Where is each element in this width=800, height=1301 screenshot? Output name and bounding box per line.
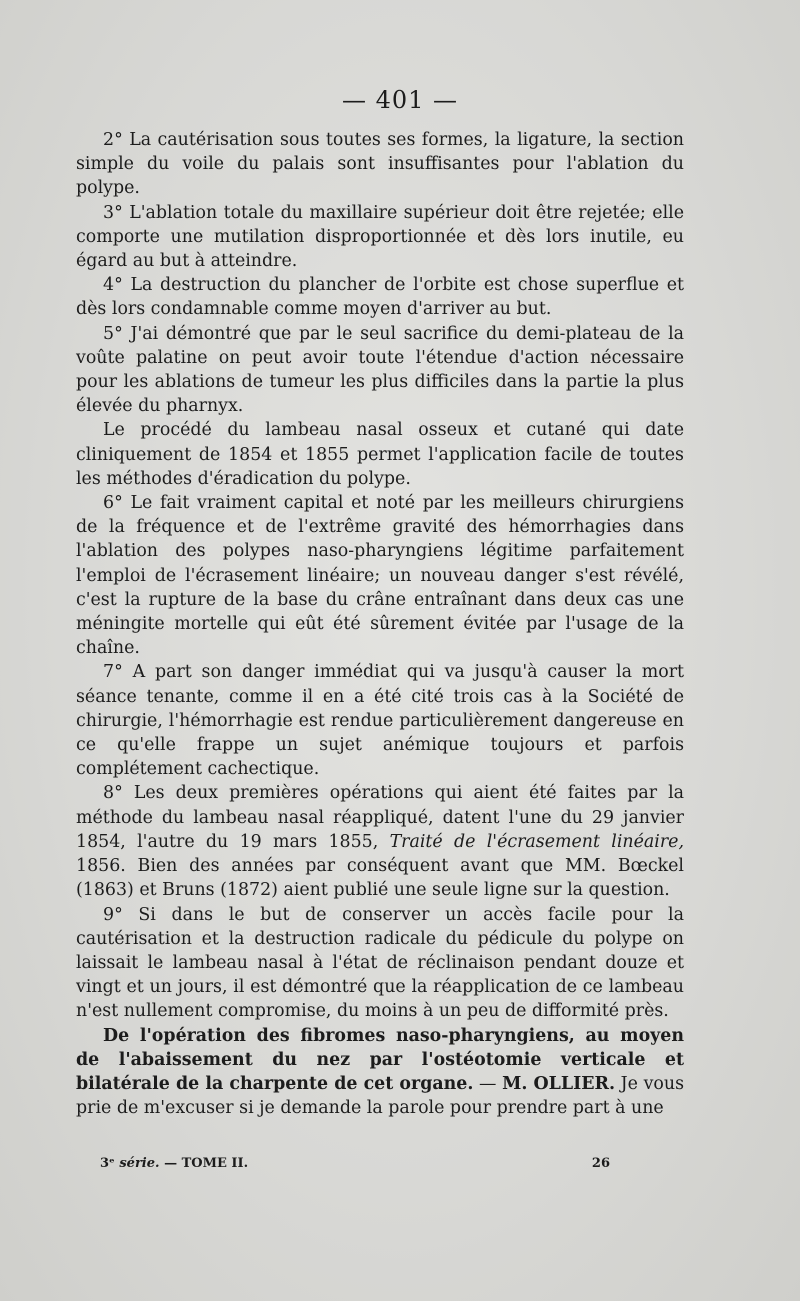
paragraph-text: Le fait vraiment capital et noté par les meilleurs chirurgiens de la fréquence et de l'extrême gravité des hémorrhagies dans l'ablation des polypes naso-pharyngiens légitime parfaitement l'emploi de l'écrasement linéaire; un nouveau danger s'est révélé, c'est la rupture de la base du crâne entraînant dans deux cas une méningite mortelle qui eût été sûrement évitée par l'usage de la chaîne. (76, 493, 684, 659)
paragraph-number: 7° (103, 662, 123, 683)
section-heading: De l'opération des fibromes naso-pharyngiens, au moyen de l'abaissement du nez par l'ostéotomie verticale et bilatérale de la charpente de cet organe. (76, 1025, 684, 1094)
paragraph-number: 9° (103, 904, 123, 925)
paragraph-5 (76, 322, 684, 419)
body-text (76, 128, 684, 1120)
volume-label: — TOME II. (164, 1156, 249, 1171)
paragraph-text: Le procédé du lambeau nasal osseux et cutané qui date cliniquement de 1854 et 1855 permet l'application facile de toutes les méthodes d'éradication du polype. (76, 420, 684, 489)
paragraph-text: L'ablation totale du maxillaire supérieur doit être rejetée; elle comporte une mutilation disproportionnée et dès lors inutile, eu égard au but à atteindre. (76, 202, 685, 272)
series-word: série. (119, 1156, 160, 1171)
paragraph-text: A part son danger immédiat qui va jusqu'à causer la mort séance tenante, comme il en a été cité trois cas à la Société de chirurgie, l'hémorrhagie est rendue particulièrement dangereuse en ce qu'elle frappe un sujet anémique toujours et parfois complétement cachectique. (76, 662, 684, 780)
paragraph-text: Les deux premières opérations qui aient été faites par la méthode du lambeau nasal réappliqué, datent l'une du 29 janvier 1854, l'autre du 19 mars 1855, (76, 783, 684, 852)
page-footer (100, 1156, 610, 1171)
paragraph-text: La destruction du plancher de l'orbite est chose superflue et dès lors condamnable comme moyen d'arriver au but. (76, 275, 684, 320)
section-start (76, 1024, 684, 1121)
paragraph-text: Si dans le but de conserver un accès facile pour la cautérisation et la destruction radicale du pédicule du polype on laissait le lambeau nasal à l'état de réclinaison pendant douze et vingt et un jours, il est démontré que la réapplication de ce lambeau n'est nullement compromise, du moins à un peu de difformité près. (76, 904, 684, 1022)
paragraph-text: La cautérisation sous toutes ses formes, la ligature, la section simple du voile du palais sont insuffisantes pour l'ablation du polype. (76, 130, 684, 199)
paragraph-8 (76, 781, 684, 902)
paragraph-number: 8° (103, 783, 123, 804)
book-title: Traité de l'écrasement linéaire, (389, 831, 684, 852)
paragraph-4 (76, 273, 684, 321)
paragraph-procede (76, 418, 684, 491)
paragraph-2 (76, 128, 684, 201)
series-number: 3ᵉ (100, 1156, 115, 1171)
page-number: — 401 — (341, 86, 459, 114)
paragraph-9 (76, 903, 684, 1024)
paragraph-7 (76, 660, 684, 781)
paragraph-number: 6° (103, 493, 123, 514)
paragraph-number: 4° (103, 275, 123, 296)
section-author: M. OLLIER. (502, 1073, 616, 1094)
section-dash: — (479, 1073, 497, 1094)
paragraph-3 (76, 201, 684, 274)
signature-mark: 26 (591, 1156, 610, 1171)
paragraph-number: 2° (103, 130, 123, 150)
paragraph-6 (76, 491, 684, 660)
series-info (100, 1156, 248, 1171)
paragraph-text: J'ai démontré que par le seul sacrifice du demi-plateau de la voûte palatine on peut avoir toute l'étendue d'action nécessaire pour les ablations de tumeur les plus difficiles dans la partie la plus élevée du pharnyx. (76, 323, 685, 417)
section-text: Je vous prie de m'excuser si je demande la parole pour prendre part à une (76, 1073, 684, 1119)
paragraph-number: 5° (103, 323, 123, 344)
paragraph-number: 3° (103, 202, 123, 223)
paragraph-text-continued: 1856. Bien des années par conséquent avant que MM. Bœckel (1863) et Bruns (1872) aient publié une seule ligne sur la question. (76, 856, 684, 901)
